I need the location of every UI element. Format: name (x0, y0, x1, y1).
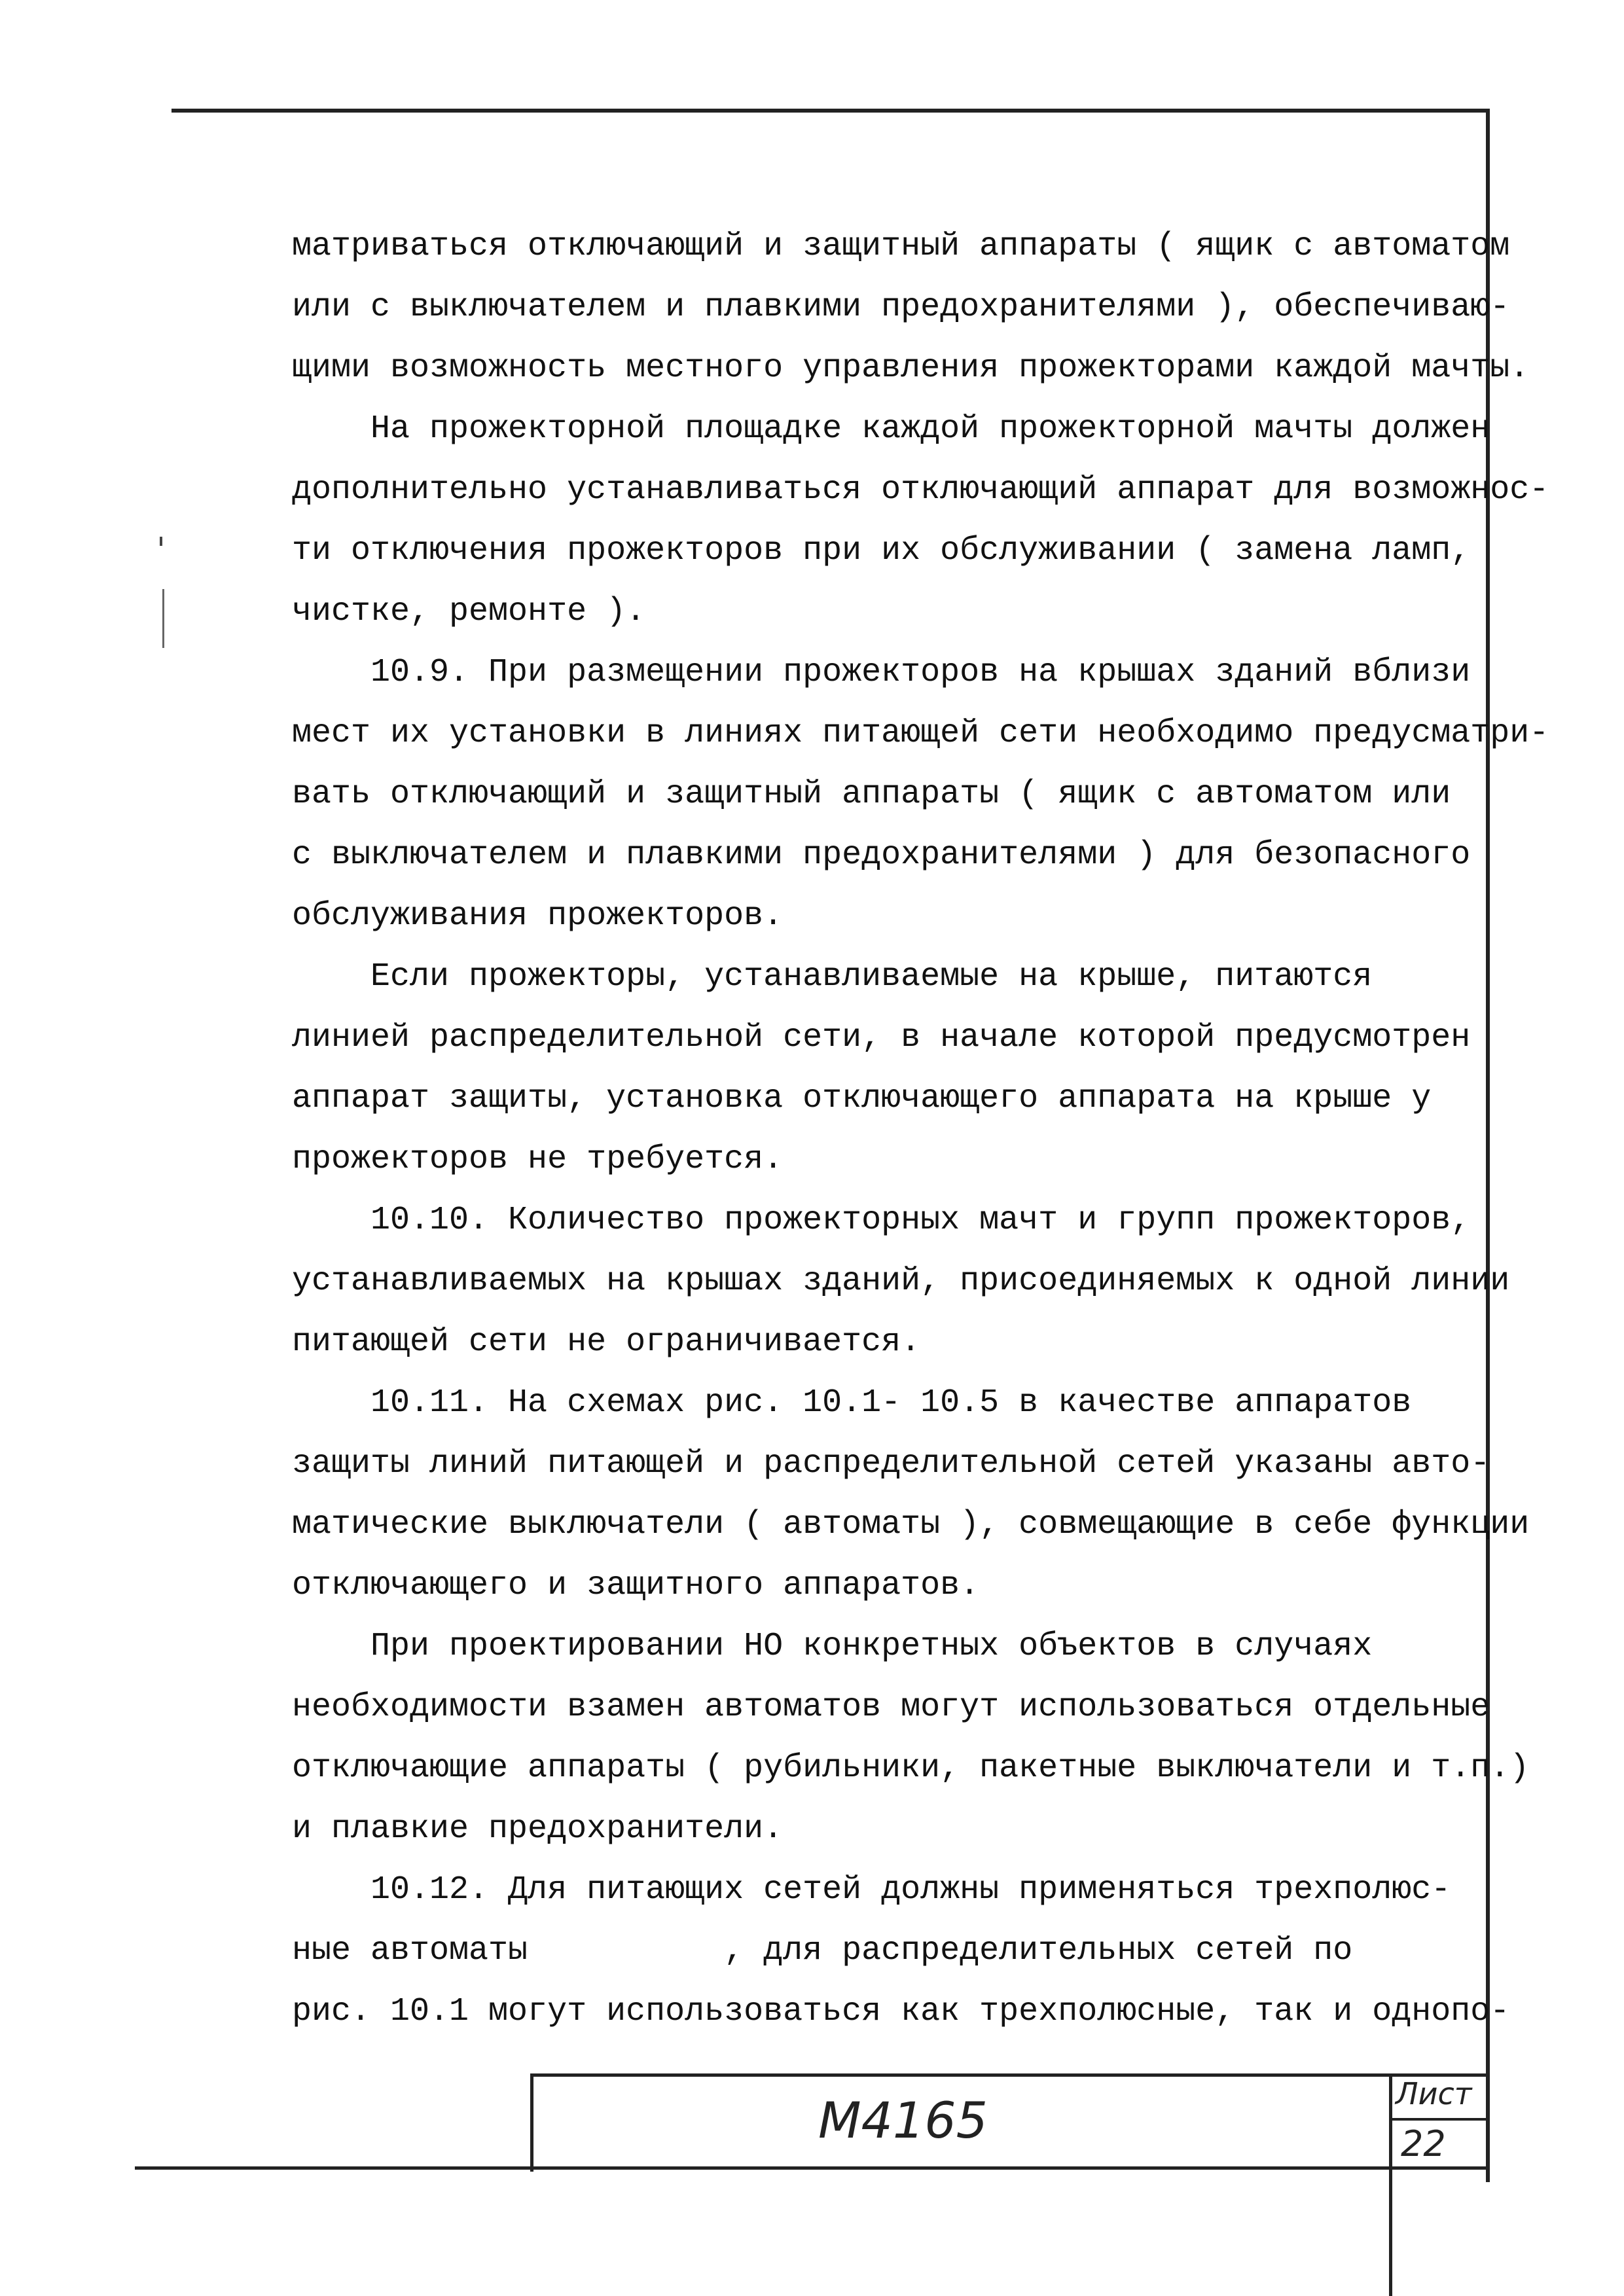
text-line: При проектировании НО конкретных объектов в случаях (292, 1628, 1373, 1665)
text-line: дополнительно устанавливаться отключающий аппарат для возможнос- (292, 471, 1549, 509)
text-line: 10.11. На схемах рис. 10.1- 10.5 в качестве аппаратов (292, 1384, 1412, 1422)
text-line: аппарат защиты, установка отключающего аппарата на крыше у (292, 1080, 1432, 1117)
title-block-left-border (530, 2073, 533, 2172)
text-line: обслуживания прожекторов. (292, 897, 784, 935)
text-line: чистке, ремонте ). (292, 593, 646, 630)
margin-mark (162, 589, 164, 648)
title-block-divider (1389, 2073, 1392, 2296)
text-line: 10.10. Количество прожекторных мачт и групп прожекторов, (292, 1202, 1471, 1239)
text-line: мест их установки в линиях питающей сети необходимо предусматри- (292, 715, 1549, 752)
text-line: необходимости взамен автоматов могут использоваться отдельные (292, 1689, 1490, 1726)
margin-mark (160, 537, 162, 546)
text-line: или с выключателем и плавкими предохранителями ), обеспечиваю- (292, 289, 1510, 326)
text-line: с выключателем и плавкими предохранителями ) для безопасного (292, 836, 1471, 874)
text-line: ные автоматы , для распределительных сетей по (292, 1932, 1353, 1969)
text-line: отключающего и защитного аппаратов. (292, 1567, 980, 1604)
text-line: отключающие аппараты ( рубильники, пакетные выключатели и т.п.) (292, 1749, 1530, 1787)
text-line: матриваться отключающий и защитный аппараты ( ящик с автоматом (292, 228, 1510, 265)
text-line: и плавкие предохранители. (292, 1810, 784, 1848)
title-block-cell-divider (1389, 2118, 1490, 2121)
text-line: На прожекторной площадке каждой прожекторной мачты должен (292, 410, 1490, 448)
text-line: рис. 10.1 могут использоваться как трехполюсные, так и однопо- (292, 1993, 1510, 2030)
text-line: линией распределительной сети, в начале которой предусмотрен (292, 1019, 1471, 1056)
text-line: матические выключатели ( автоматы ), совмещающие в себе функции (292, 1506, 1530, 1543)
text-line: вать отключающий и защитный аппараты ( ящик с автоматом или (292, 776, 1451, 813)
text-line: щими возможность местного управления прожекторами каждой мачты. (292, 350, 1530, 387)
title-block-top-border (530, 2073, 1490, 2077)
frame-top-border (171, 109, 1490, 113)
text-line: ти отключения прожекторов при их обслуживании ( замена ламп, (292, 532, 1471, 569)
text-line: устанавливаемых на крышах зданий, присоединяемых к одной линии (292, 1263, 1510, 1300)
text-line: прожекторов не требуется. (292, 1141, 784, 1178)
text-line: питающей сети не ограничивается. (292, 1323, 921, 1361)
text-line: 10.12. Для питающих сетей должны применяться трехполюс- (292, 1871, 1451, 1909)
sheet-number: 22 (1401, 2123, 1446, 2164)
frame-bottom-border (135, 2166, 1490, 2170)
text-line: Если прожекторы, устанавливаемые на крыше, питаются (292, 958, 1373, 996)
sheet-label: Лист (1396, 2076, 1472, 2111)
document-code: М4165 (818, 2091, 988, 2149)
text-line: защиты линий питающей и распределительной сетей указаны авто- (292, 1445, 1490, 1482)
text-line: 10.9. При размещении прожекторов на крышах зданий вблизи (292, 654, 1471, 691)
document-body (292, 216, 1549, 2042)
